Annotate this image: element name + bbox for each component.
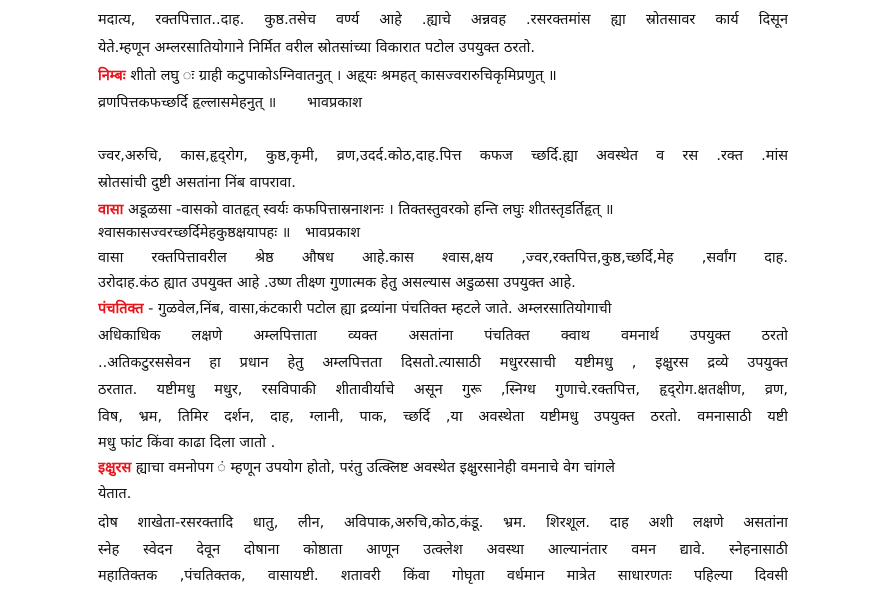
para-raktapitta-line-2: येते.म्हणून अम्लरसातियोगाने निर्मित वरील स्रोतसांच्या विकारात पटोल उपयुक्त ठरतो. [98,40,536,56]
heading-nimba: निम्बः [98,68,126,84]
ikshurasa-line-1 [98,458,788,478]
para-vasa-line-2: उरोदाह.कंठ ह्यात उपयुक्त आहे .उष्ण तीक्ष्ण गुणात्मक हेतु असल्यास अडुळसा उपयुक्त आहे. [98,275,576,291]
para-dosha-line-3: महातिक्तक ,पंचतिक्तक, वासायष्टी. शतावरी किंवा गोघृता वर्धमान मात्रेत साधारणतः पहिल्या दिवसी [98,568,788,584]
para-vasa-line-1: वासा रक्तपित्तावरील श्रेष्ठ औषध आहे.कास श्वास,क्षय ,ज्वर,रक्तपित्त,कुष्ठ,च्छर्दि,मेह ,सर्वांग दाह. [98,250,788,266]
nimba-shloka-line-1 [98,66,788,86]
panchatikta-line-2: अधिकाधिक लक्षणे अम्लपित्ताता व्यक्त असतांना पंचतिक्त क्वाथ वमनार्थ उपयुक्त ठरतो [98,328,788,344]
nimba-shloka-text: शीतो लघु ः ग्राही कटुपाकोऽग्निवातनुत् । अहृ्यः श्रमहत् कासज्वरारुचिकृमिप्रणुत् ॥ [130,68,557,84]
ikshurasa-text-1: ह्याचा वमनोपग ं म्हणून उपयोग होतो, परंतु उत्क्लिष्ट अवस्थेत इक्षुरसानेही वमनाचे वेग चांगले [135,460,615,476]
nimba-reference: भावप्रकाश [306,95,362,111]
panchatikta-line-3: ..अतिकटुरससेवन हा प्रधान हेतु अम्लपित्तता दिसतो.त्यासाठी मधुररसाची यष्टीमधु , इक्षुरस द्रव्ये उपयुक्त [98,355,788,371]
vasa-reference: भावप्रकाश [305,225,361,241]
panchatikta-line-4: ठरतात. यष्टीमधु मधुर, रसविपाकी शीतावीर्याचे असून गुरू ,स्निग्ध गुणाचे.रक्तपित्त, हृद्‌रोग.क्षतक्षीण, व्रण, [98,382,788,398]
para-dosha-line-1: दोष शाखेता-रसरक्तादि धातु, लीन, अविपाक,अरुचि,कोठ,कंडू. भ्रम. शिरशूल. दाह अशी लक्षणे असतांना [98,515,788,531]
ikshurasa-line-2: येतात. [98,486,132,502]
heading-ikshurasa: इक्षुरस [98,460,132,476]
vasa-shloka-line-2 [98,223,788,243]
para-raktapitta-line-1: मदात्य, रक्तपित्तात..दाह. कुष्ठ.तसेच वर्ण्य आहे .ह्याचे अन्नवह .रसरक्तमांस ह्या स्रोतसावर कार्य दिसून [98,12,788,28]
para-dosha-line-2: स्नेह स्वेदन देवून दोषाना कोष्ठाता आणून उत्क्लेश अवस्था आल्यानंतार वमन द्यावे. स्नेहनासाठी [98,542,788,558]
heading-panchatikta: पंचतिक्त [98,301,144,317]
panchatikta-text-1: - गुळवेल,निंब, वासा,कंटकारी पटोल ह्या द्रव्यांना पंचतिक्त म्हटले जाते. अम्लरसातियोगाची [148,301,612,317]
nimba-shloka-text-2: व्रणपित्तकफच्छर्दि हृल्लासमेहनुत् ॥ [98,95,277,111]
vasa-shloka-text: अडूळसा -वासको वातहृत् स्वर्यः कफपित्तास्रनाशनः । तिक्तस्तुवरको हन्ति लघुः शीतस्तृडर्तिहृत् ॥ [127,202,614,218]
panchatikta-line-5: विष, भ्रम, तिमिर दर्शन, दाह, ग्लानी, पाक, च्छर्दि ,या अवस्थेता यष्टीमधु उपयुक्त ठरतो. वमनासाठी यष्टी [98,409,788,425]
para-nimba-line-1: ज्वर,अरुचि, कास,हृद्‌रोग, कुष्ठ,कृमी, व्रण,उदर्द.कोठ,दाह.पित्त कफज च्छर्दि.ह्या अवस्थेत व रस .रक्त .मांस [98,148,788,164]
para-nimba-line-2: स्रोतसांची दुष्टी असतांना निंब वापरावा. [98,175,296,191]
heading-vasa: वासा [98,202,124,218]
vasa-shloka-line-1 [98,200,788,220]
nimba-shloka-line-2 [98,93,788,113]
panchatikta-line-6: मधु फांट किंवा काढा दिला जातो . [98,435,276,451]
panchatikta-line-1 [98,299,788,319]
vasa-shloka-text-2: श्वासकासज्वरच्छर्दिमेहकुष्ठक्षयापहः ॥ [98,225,291,241]
